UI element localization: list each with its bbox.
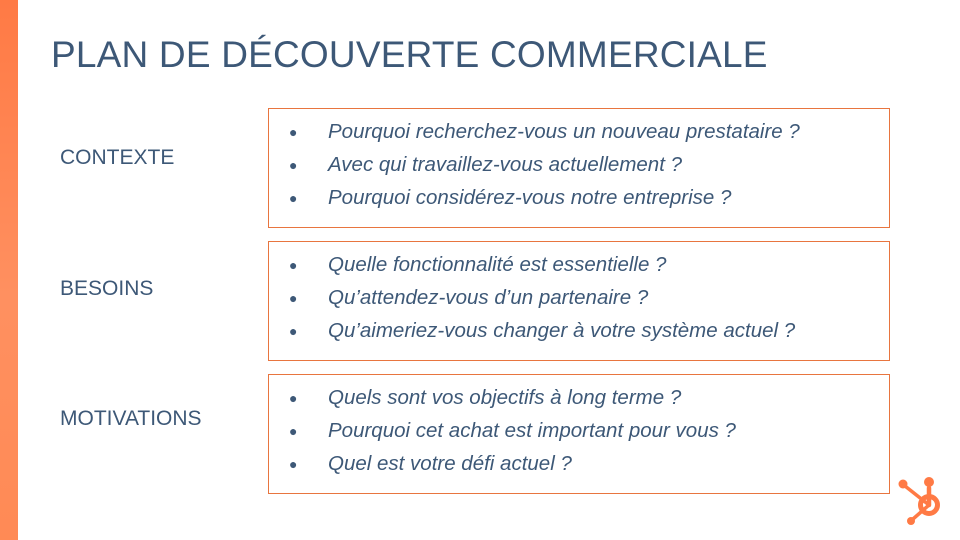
question-item [269, 285, 889, 318]
question-text: Avec qui travaillez-vous actuellement ? [328, 153, 682, 176]
bullet-icon: ● [289, 157, 298, 173]
bullet-icon: ● [289, 323, 298, 339]
bullet-icon: ● [289, 423, 298, 439]
question-list [269, 385, 889, 484]
slide-title: PLAN DE DÉCOUVERTE COMMERCIALE [51, 34, 768, 75]
questions-box-besoins [268, 241, 890, 361]
question-text: Qu’aimeriez-vous changer à votre système actuel ? [328, 319, 796, 342]
question-list [269, 252, 889, 351]
question-text: Quel est votre défi actuel ? [328, 452, 572, 475]
question-text: Pourquoi recherchez-vous un nouveau prestataire ? [328, 120, 800, 143]
question-item [269, 119, 889, 152]
question-item [269, 185, 889, 218]
section-label-motivations: MOTIVATIONS [60, 407, 202, 430]
question-text: Pourquoi cet achat est important pour vous ? [328, 419, 736, 442]
question-item [269, 152, 889, 185]
bullet-icon: ● [289, 456, 298, 472]
bullet-icon: ● [289, 257, 298, 273]
question-text: Quelle fonctionnalité est essentielle ? [328, 253, 667, 276]
bullet-icon: ● [289, 390, 298, 406]
bullet-icon: ● [289, 124, 298, 140]
question-item [269, 451, 889, 484]
question-item [269, 252, 889, 285]
question-text: Pourquoi considérez-vous notre entreprise ? [328, 186, 732, 209]
questions-box-contexte [268, 108, 890, 228]
hubspot-sprocket-icon [896, 474, 948, 526]
question-text: Quels sont vos objectifs à long terme ? [328, 386, 682, 409]
question-item [269, 418, 889, 451]
question-text: Qu’attendez-vous d’un partenaire ? [328, 286, 649, 309]
left-accent-bar [0, 0, 18, 540]
section-label-besoins: BESOINS [60, 277, 154, 300]
question-list [269, 119, 889, 218]
bullet-icon: ● [289, 190, 298, 206]
section-label-contexte: CONTEXTE [60, 146, 175, 169]
bullet-icon: ● [289, 290, 298, 306]
question-item [269, 318, 889, 351]
question-item [269, 385, 889, 418]
questions-box-motivations [268, 374, 890, 494]
